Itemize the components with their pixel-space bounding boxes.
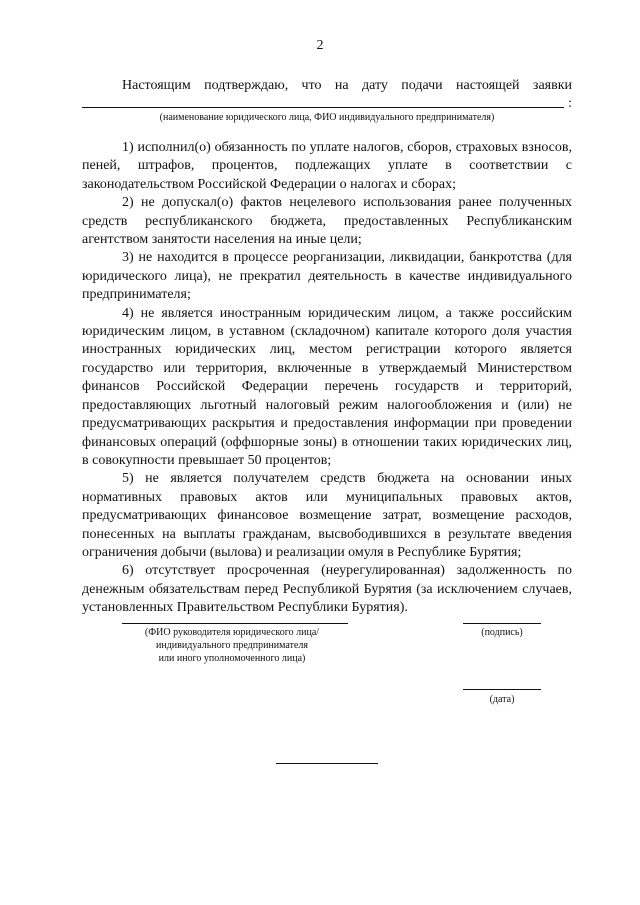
applicant-name-colon: : — [568, 96, 572, 111]
applicant-name-caption: (наименование юридического лица, ФИО индивидуального предпринимателя) — [159, 112, 495, 123]
date-caption: (дата) — [489, 694, 515, 705]
end-separator-line — [276, 763, 378, 764]
condition-item: 6) отсутствует просроченная (неурегулированная) задолженность по денежным обязательствам перед Республикой Бурятия (за исключением случаев, установленных Правительством Республики Бурятия). — [82, 563, 572, 616]
applicant-name-blank — [82, 95, 572, 111]
fio-signature-line — [122, 623, 348, 624]
fio-caption-line: (ФИО руководителя юридического лица/ — [144, 627, 320, 638]
signature-caption: (подпись) — [481, 627, 523, 638]
intro-text: Настоящим подтверждаю, что на дату подачи настоящей заявки — [122, 78, 572, 93]
fio-caption — [112, 626, 352, 665]
conditions-list — [82, 139, 572, 618]
condition-item: 4) не является иностранным юридическим лицом, а также российским юридическим лицом, в уставном (складочном) капитале которого доля участия иностранных юридических лиц, местом регистрации которого является государство или территория, включенные в утверждаемый Министерством финансов Российской Федерации перечень государств и территорий, предоставляющих льготный налоговый режим налогообложения и (или) не предусматривающих раскрытия и предоставления информации при проведении финансовых операций (оффшорные зоны) в отношении таких юридических лиц, в совокупности превышает 50 процентов; — [82, 305, 572, 468]
condition-item: 3) не находится в процессе реорганизации, ликвидации, банкротства (для юридического лица), не прекратил деятельность в качестве индивидуального предпринимателя; — [82, 250, 572, 303]
condition-item: 5) не является получателем средств бюджета на основании иных нормативных правовых актов или муниципальных правовых актов, предусматривающих финансовое возмещение затрат, возмещение расходов, понесенных на выплаты гражданам, высвободившихся в результате введения ограничения добычи (вылова) и реализации омуля в Республике Бурятия; — [82, 471, 572, 560]
fio-caption-line: или иного уполномоченного лица) — [158, 653, 306, 664]
signature-line — [463, 623, 541, 624]
fio-caption-line: индивидуального предпринимателя — [156, 640, 308, 651]
condition-item: 1) исполнил(о) обязанность по уплате налогов, сборов, страховых взносов, пеней, штрафов, процентов, подлежащих уплате в соответствии с законодательством Российской Федерации о налогах и сборах; — [82, 140, 572, 192]
condition-item: 2) не допускал(о) фактов нецелевого использования ранее полученных средств республиканского бюджета, предоставленных Республиканским агентством занятости населения на иные цели; — [82, 195, 572, 248]
applicant-name-underline — [82, 107, 564, 108]
page-number: 2 — [316, 38, 324, 53]
date-line — [463, 689, 541, 690]
